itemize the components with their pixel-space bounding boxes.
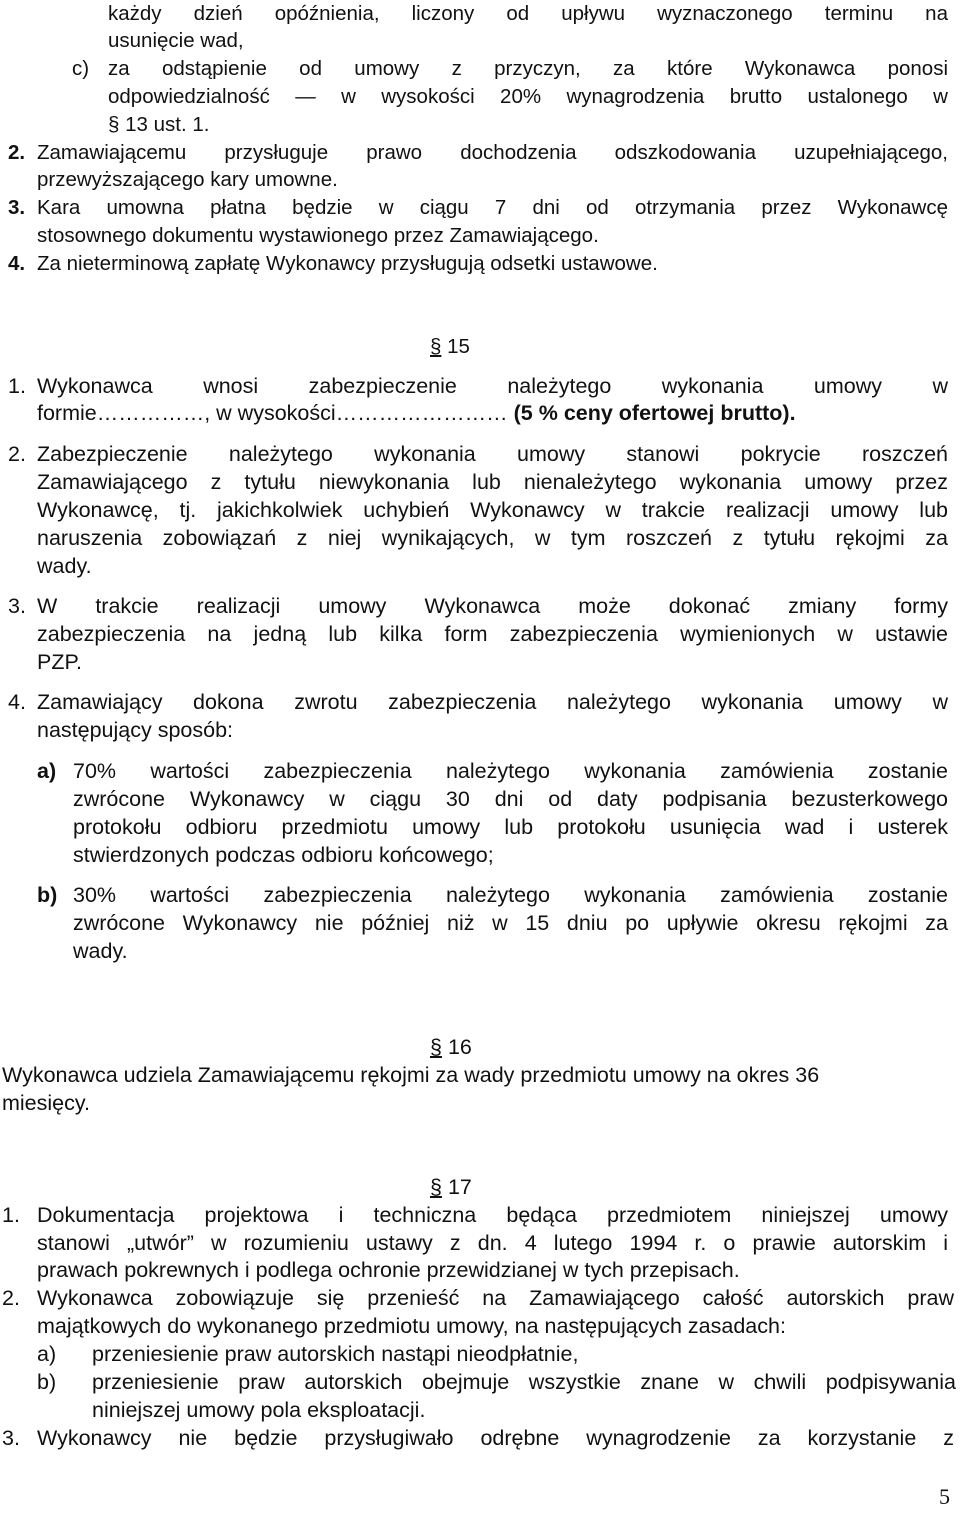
- text-line: Zamawiającego z tytułu niewykonania lub nienależytego wykonania umowy przez: [37, 470, 948, 494]
- text-line: Wykonawcy nie będzie przysługiwało odrębne wynagrodzenie za korzystanie z: [37, 1426, 954, 1450]
- text-line: za odstąpienie od umowy z przyczyn, za które Wykonawca ponosi: [108, 57, 948, 80]
- text-line: W trakcie realizacji umowy Wykonawca może dokonać zmiany formy: [37, 594, 948, 618]
- text-line: protokołu odbioru przedmiotu umowy lub protokołu usunięcia wad i usterek: [73, 815, 948, 839]
- section-number: 15: [447, 335, 470, 358]
- text-line: każdy dzień opóźnienia, liczony od upływu wyznaczonego terminu na: [108, 2, 948, 25]
- text-line: stwierdzonych podczas odbioru końcowego;: [73, 843, 494, 867]
- text-line: usunięcie wad,: [108, 29, 244, 52]
- list-marker: a): [37, 1342, 57, 1366]
- section-sign: §: [430, 1175, 442, 1199]
- text-line: Dokumentacja projektowa i techniczna będąca przedmiotem niniejszej umowy: [37, 1203, 948, 1227]
- section-sign: §: [430, 335, 442, 358]
- bold-text: (5 % ceny ofertowej brutto).: [513, 401, 796, 425]
- text-line: przeniesienie praw autorskich obejmuje wszystkie znane w chwili podpisywania: [92, 1370, 956, 1394]
- text-line: przewyższającego kary umowne.: [37, 168, 338, 191]
- text-line: Zabezpieczenie należytego wykonania umowy stanowi pokrycie roszczeń: [37, 442, 948, 466]
- paragraph-number: 3.: [2, 1426, 20, 1450]
- text-line: stosownego dokumentu wystawionego przez Zamawiającego.: [37, 224, 599, 247]
- paragraph-number: 2.: [2, 1286, 20, 1310]
- text-line: zabezpieczenia na jedną lub kilka form zabezpieczenia wymienionych w ustawie: [37, 622, 948, 646]
- page-number: 5: [939, 1484, 950, 1509]
- section-sign: §: [430, 1035, 442, 1059]
- section-heading: [430, 1033, 472, 1061]
- text-line: PZP.: [37, 650, 83, 674]
- text-line: wady.: [73, 939, 128, 963]
- text-line: wady.: [37, 554, 92, 578]
- paragraph-number: 1.: [2, 1203, 20, 1227]
- text-line: następujący sposób:: [37, 718, 234, 742]
- list-marker: b): [37, 883, 58, 907]
- text-line: odpowiedzialność — w wysokości 20% wynagrodzenia brutto ustalonego w: [108, 85, 948, 108]
- paragraph-number: 2.: [8, 442, 26, 466]
- section-number: 16: [447, 1035, 472, 1059]
- text-line: Wykonawca wnosi zabezpieczenie należytego wykonania umowy w: [37, 374, 948, 398]
- list-marker: b): [37, 1370, 57, 1394]
- paragraph-number: 4.: [8, 252, 26, 275]
- section-heading: [430, 333, 470, 361]
- text-line: zwrócone Wykonawcy nie później niż w 15 dniu po upływie okresu rękojmi za: [73, 911, 948, 935]
- text-line: Wykonawca udziela Zamawiającemu rękojmi za wady przedmiotu umowy na okres 36: [2, 1063, 820, 1087]
- list-marker: a): [37, 759, 57, 783]
- text-line: 30% wartości zabezpieczenia należytego wykonania zamówienia zostanie: [73, 883, 948, 907]
- text-line: stanowi „utwór” w rozumieniu ustawy z dn. 4 lutego 1994 r. o prawie autorskim i: [37, 1231, 948, 1255]
- paragraph-number: 3.: [8, 594, 26, 618]
- text-line: § 13 ust. 1.: [108, 113, 210, 136]
- text-line: niniejszej umowy pola eksploatacji.: [92, 1398, 426, 1422]
- paragraph-number: 1.: [8, 374, 26, 398]
- text-line: prawach pokrewnych i podlega ochronie przewidzianej w tych przepisach.: [37, 1258, 740, 1282]
- text-line: majątkowych do wykonanego przedmiotu umowy, na następujących zasadach:: [37, 1314, 786, 1338]
- text-line: przeniesienie praw autorskich nastąpi nieodpłatnie,: [92, 1342, 579, 1366]
- text-line: Wykonawca zobowiązuje się przenieść na Zamawiającego całość autorskich praw: [37, 1286, 954, 1310]
- text-line: Za nieterminową zapłatę Wykonawcy przysługują odsetki ustawowe.: [37, 252, 658, 275]
- text-line: miesięcy.: [2, 1091, 91, 1115]
- paragraph-number: 2.: [8, 141, 26, 164]
- text-line: Zamawiający dokona zwrotu zabezpieczenia należytego wykonania umowy w: [37, 690, 948, 714]
- text-line: Wykonawcę, tj. jakichkolwiek uchybień Wykonawcy w trakcie realizacji umowy lub: [37, 498, 948, 522]
- section-number: 17: [447, 1175, 472, 1199]
- text-line: Zamawiającemu przysługuje prawo dochodzenia odszkodowania uzupełniającego,: [37, 141, 948, 164]
- paragraph-number: 3.: [8, 196, 26, 219]
- paragraph-number: 4.: [8, 690, 26, 714]
- text-line: naruszenia zobowiązań z niej wynikających, w tym roszczeń z tytułu rękojmi za: [37, 526, 948, 550]
- text-line: 70% wartości zabezpieczenia należytego wykonania zamówienia zostanie: [73, 759, 948, 783]
- text-line: [37, 399, 796, 427]
- list-marker: c): [72, 57, 90, 80]
- text-line: Kara umowna płatna będzie w ciągu 7 dni od otrzymania przez Wykonawcę: [37, 196, 948, 219]
- fill-in-text: formie……………, w wysokości……………………: [37, 401, 508, 425]
- text-line: zwrócone Wykonawcy w ciągu 30 dni od daty podpisania bezusterkowego: [73, 787, 948, 811]
- section-heading: [430, 1173, 472, 1201]
